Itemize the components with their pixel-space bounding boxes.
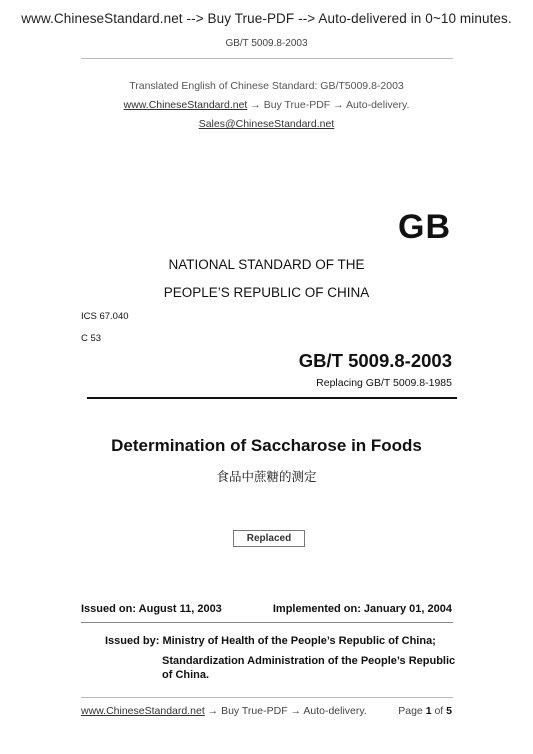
ccs-code: C 53 (81, 333, 102, 344)
page-label: Page (398, 705, 423, 717)
national-standard-line-2: PEOPLE’S REPUBLIC OF CHINA (163, 285, 370, 300)
document-title-chinese: 食品中蔗糖的测定 (216, 469, 317, 484)
header-divider (81, 58, 453, 59)
page-total: 5 (446, 705, 452, 717)
issuer-line-2: Standardization Administration of the People’s Republic (162, 655, 456, 667)
implemented-date: Implemented on: January 01, 2004 (272, 603, 452, 615)
issued-by-line: Issued by: Ministry of Health of the People’s Republic of China; (105, 635, 436, 647)
page-indicator (398, 705, 452, 717)
translation-note: Translated English of Chinese Standard: GB/T5009.8-2003 (129, 80, 404, 92)
header-doc-id: GB/T 5009.8-2003 (225, 38, 308, 49)
email-line (0, 118, 533, 130)
email-link[interactable]: Sales@ChineseStandard.net (198, 118, 335, 130)
top-banner: www.ChineseStandard.net --> Buy True-PDF --> Auto-delivered in 0~10 minutes. (21, 11, 512, 26)
dates-divider (81, 622, 453, 623)
page-of: of (434, 705, 444, 717)
site-link[interactable]: www.ChineseStandard.net (123, 99, 248, 111)
national-standard-line-1: NATIONAL STANDARD OF THE (168, 257, 365, 272)
standard-code: GB/T 5009.8-2003 (298, 350, 452, 371)
page-current: 1 (425, 705, 432, 717)
document-title: Determination of Saccharose in Foods (111, 436, 422, 455)
replacing-note: Replacing GB/T 5009.8-1985 (316, 377, 452, 389)
delivery-text: → Buy True-PDF → Auto-delivery. (247, 99, 410, 111)
footer-divider (81, 697, 453, 698)
status-badge: Replaced (233, 530, 305, 547)
ics-code: ICS 67.040 (81, 311, 129, 322)
footer-site-link[interactable]: www.ChineseStandard.net (81, 705, 205, 717)
footer-delivery-line (81, 705, 367, 717)
gb-logo: GB (398, 208, 451, 246)
translation-delivery-line (0, 99, 533, 111)
issued-date: Issued on: August 11, 2003 (81, 603, 222, 615)
footer-delivery-text: → Buy True-PDF → Auto-delivery. (204, 705, 367, 717)
issuer-line-3: of China. (162, 669, 210, 681)
code-divider (87, 397, 457, 399)
